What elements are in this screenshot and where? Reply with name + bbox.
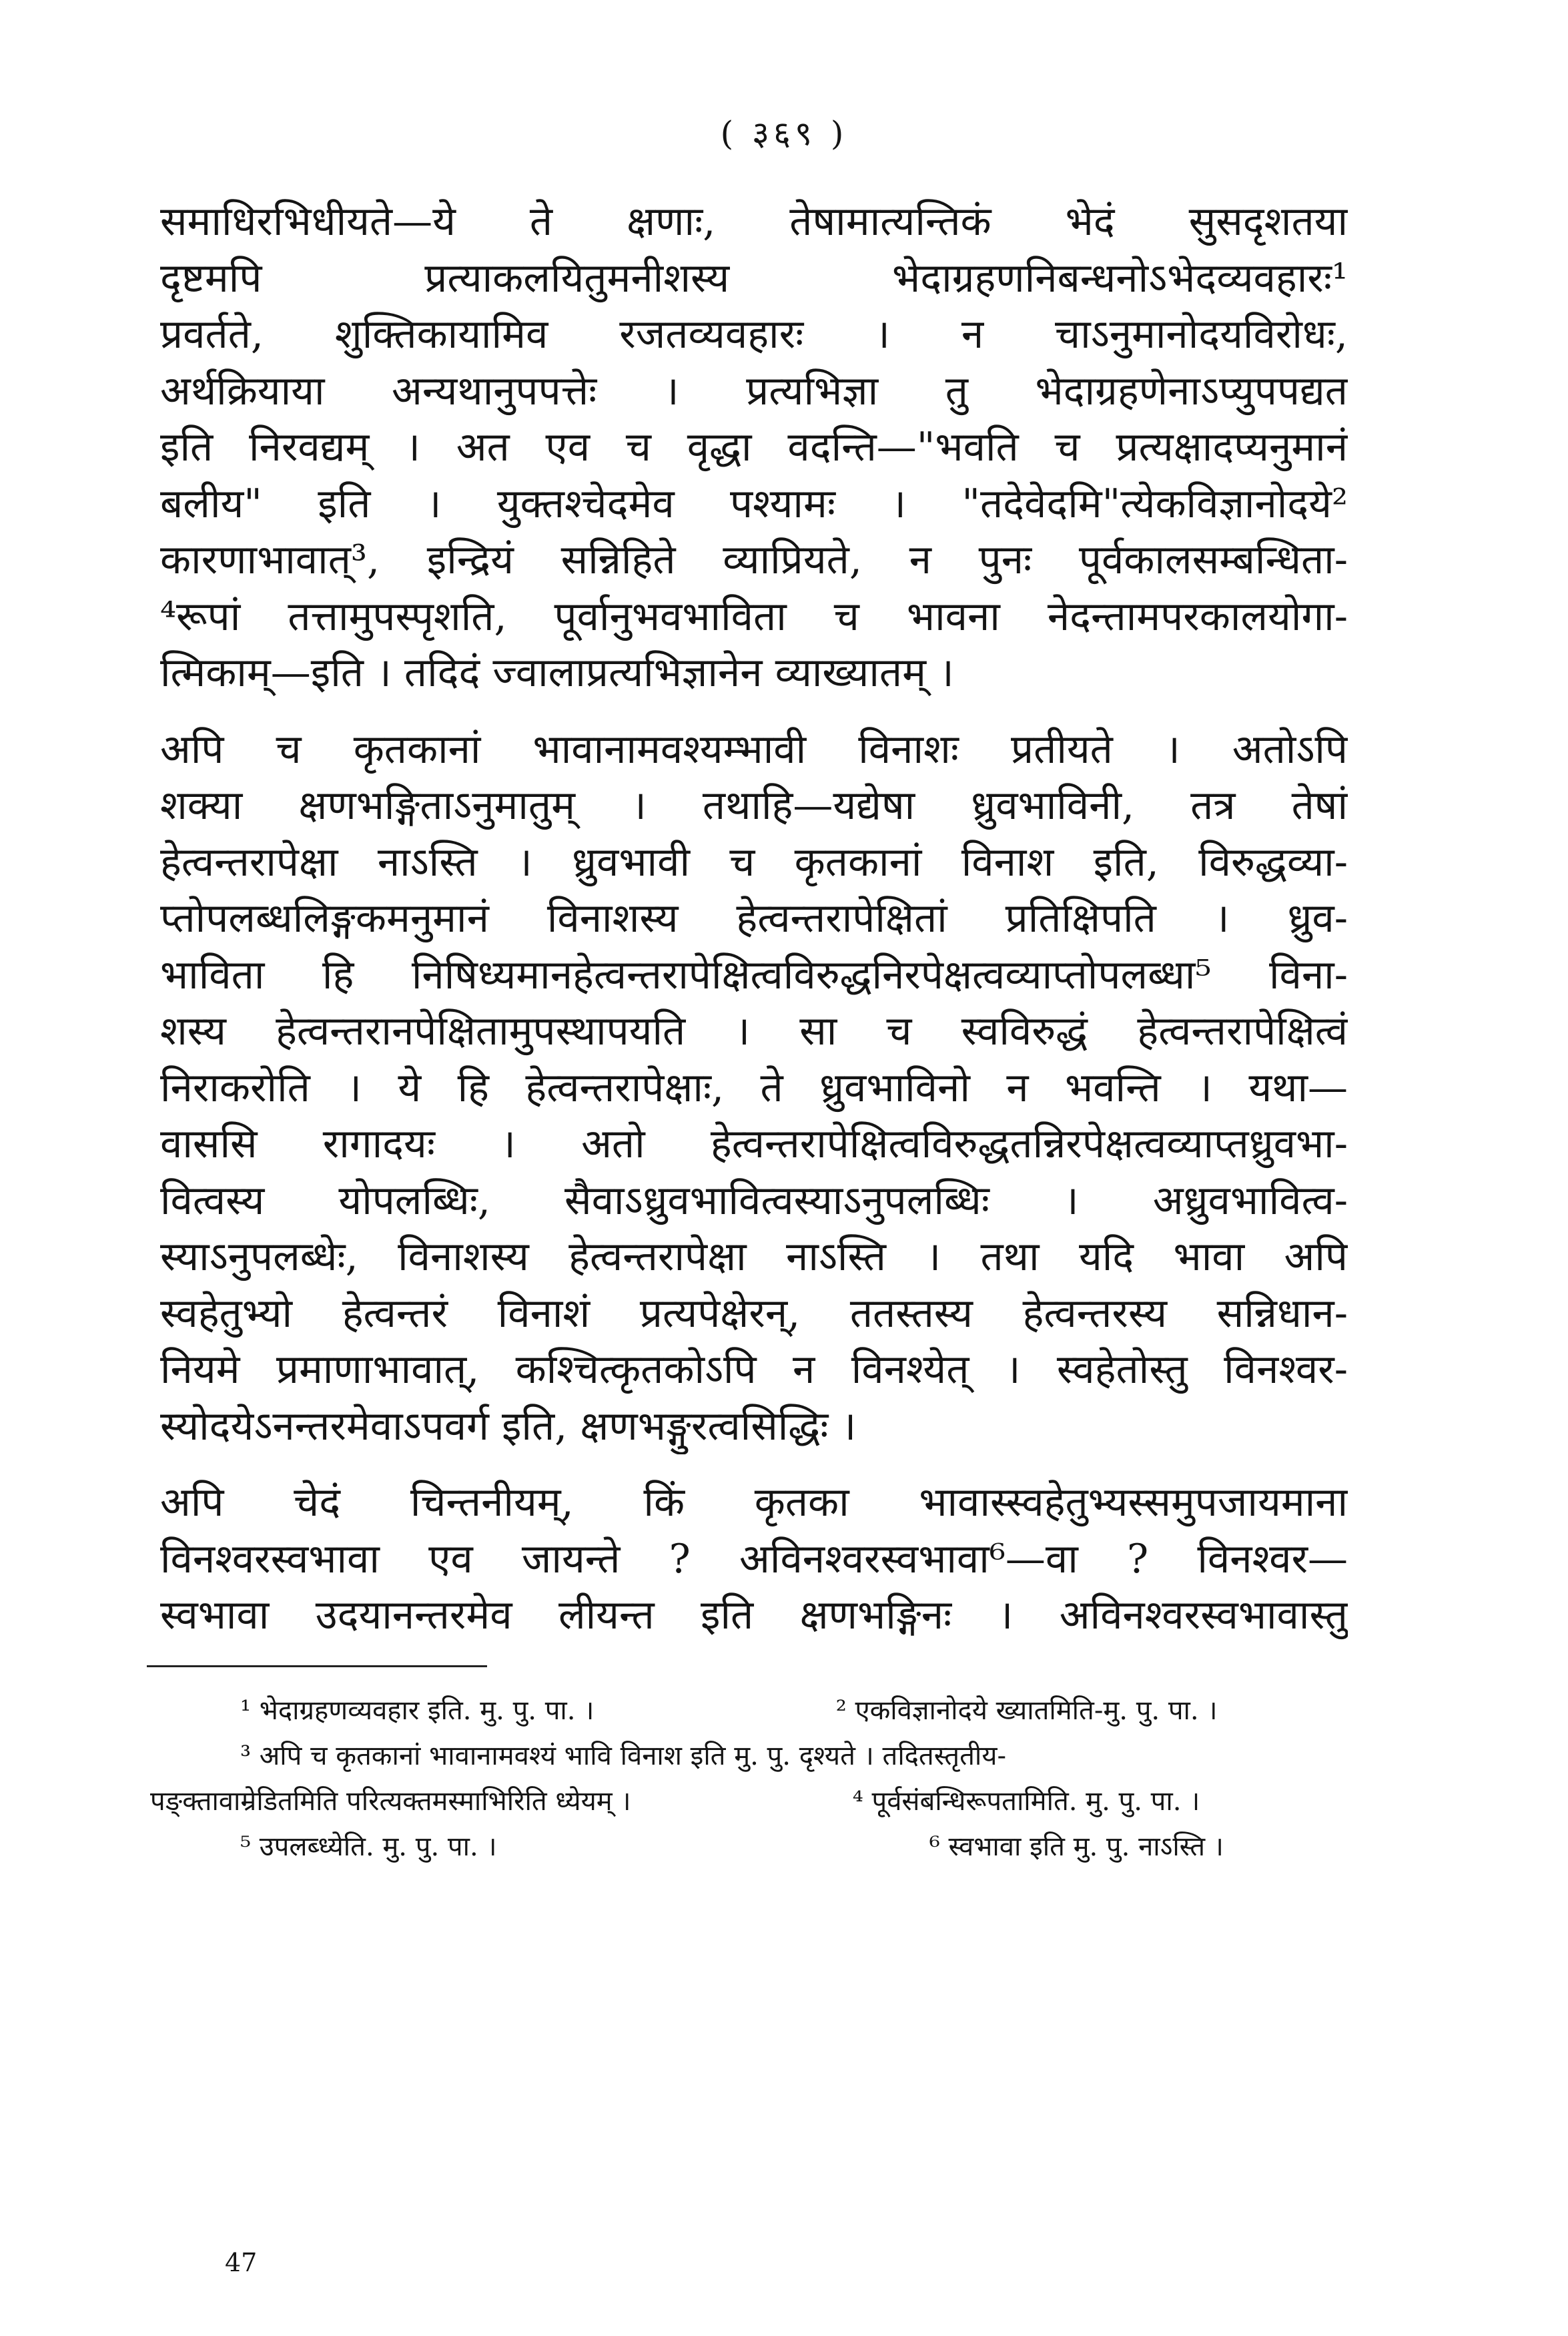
text-line: प्तोपलब्धलिङ्गकमनुमानं विनाशस्य हेत्वन्तरापेक्षितां प्रतिक्षिपति । ध्रुव- [160, 895, 1348, 942]
text-line: अपि च कृतकानां भावानामवश्यम्भावी विनाशः प्रतीयते । अतोऽपि [160, 725, 1348, 773]
text-line: स्योदयेऽनन्तरमेवाऽपवर्ग इति, क्षणभङ्गुरत्वसिद्धिः । [160, 1402, 857, 1450]
text-line: वाससि रागादयः । अतो हेत्वन्तरापेक्षित्वविरुद्धतन्निरपेक्षत्वव्याप्तध्रुवभा- [160, 1121, 1348, 1167]
footnote-line [150, 1734, 1351, 1779]
footnote-2: ² एकविज्ञानोदये ख्यातमिति-मु. पु. पा. । [835, 1695, 1218, 1726]
text-line: कारणाभावात्³, इन्द्रियं सन्निहिते व्याप्रियते, न पुनः पूर्वकालसम्बन्धिता- [160, 537, 1348, 583]
text-line: ⁴रूपां तत्तामुपस्पृशति, पूर्वानुभवभाविता च भावना नेदन्तामपरकालयोगा- [160, 593, 1348, 640]
text-line: त्मिकाम्—इति । तदिदं ज्वालाप्रत्यभिज्ञानेन व्याख्यातम् । [160, 649, 954, 696]
main-text [160, 194, 1348, 1644]
text-line: निराकरोति । ये हि हेत्वन्तरापेक्षाः, ते ध्रुवभाविनो न भवन्ति । यथा— [160, 1064, 1348, 1111]
text-line: समाधिरभिधीयते—ये ते क्षणाः, तेषामात्यन्तिकं भेदं सुसदृशतया [160, 198, 1348, 245]
paragraph-gap [160, 1454, 1348, 1474]
paragraph-gap [160, 701, 1348, 721]
text-line: अपि चेदं चिन्तनीयम्, किं कृतका भावास्स्वहेतुभ्यस्समुपजायमाना [160, 1479, 1348, 1526]
paragraph-2 [160, 721, 1348, 1455]
text-line: अर्थक्रियाया अन्यथानुपपत्तेः । प्रत्यभिज्ञा तु भेदाग्रहणेनाऽप्युपपद्यत [160, 367, 1348, 414]
footnotes [150, 1689, 1351, 1870]
text-line: शस्य हेत्वन्तरानपेक्षितामुपस्थापयति । सा च स्वविरुद्धं हेत्वन्तरापेक्षित्वं [160, 1008, 1348, 1055]
text-line: शक्या क्षणभङ्गिताऽनुमातुम् । तथाहि—यद्येषा ध्रुवभाविनी, तत्र तेषां [160, 782, 1348, 829]
footnote-4: ⁴ पूर्वसंबन्धिरूपतामिति. मु. पु. पा. । [852, 1786, 1200, 1817]
text-line: इति निरवद्यम् । अत एव च वृद्धा वदन्ति—"भवति च प्रत्यक्षादप्यनुमानं [160, 424, 1348, 471]
footnote-1: ¹ भेदाग्रहणव्यवहार इति. मु. पु. पा. । [240, 1695, 595, 1726]
text-line: स्वभावा उदयानन्तरमेव लीयन्त इति क्षणभङ्गिनः । अविनश्वरस्वभावास्तु [160, 1592, 1348, 1639]
text-line: वित्वस्य योपलब्धिः, सैवाऽध्रुवभावित्वस्याऽनुपलब्धिः । अध्रुवभावित्व- [160, 1177, 1348, 1224]
text-line: नियमे प्रमाणाभावात्, कश्चित्कृतकोऽपि न विनश्येत् । स्वहेतोस्तु विनश्वर- [160, 1346, 1348, 1393]
text-line: विनश्वरस्वभावा एव जायन्ते ? अविनश्वरस्वभावा⁶—वा ? विनश्वर— [160, 1535, 1348, 1582]
footnote-6: ⁶ स्वभावा इति मु. पु. नाऽस्ति । [929, 1831, 1224, 1862]
paragraph-3 [160, 1474, 1348, 1644]
paragraph-1 [160, 194, 1348, 701]
text-line: स्याऽनुपलब्धेः, विनाशस्य हेत्वन्तरापेक्षा नाऽस्ति । तथा यदि भावा अपि [160, 1233, 1348, 1280]
footnote-3-continued: पङ्क्तावाम्रेडितमिति परित्यक्तमस्माभिरिति ध्येयम् । [150, 1786, 631, 1817]
text-line: प्रवर्तते, शुक्तिकायामिव रजतव्यवहारः । न चाऽनुमानोदयविरोधः, [160, 311, 1348, 358]
text-line: दृष्टमपि प्रत्याकलयितुमनीशस्य भेदाग्रहणनिबन्धनोऽभेदव्यवहारः¹ [160, 254, 1348, 302]
text-line: स्वहेतुभ्यो हेत्वन्तरं विनाशं प्रत्यपेक्षेरन्, ततस्तस्य हेत्वन्तरस्य सन्निधान- [160, 1289, 1348, 1337]
footnote-line [150, 1689, 1351, 1734]
footnote-3: ³ अपि च कृतकानां भावानामवश्यं भावि विनाश इति मु. पु. दृश्यते । तदितस्तृतीय- [240, 1741, 1006, 1771]
footnote-line [150, 1825, 1351, 1870]
text-line: हेत्वन्तरापेक्षा नाऽस्ति । ध्रुवभावी च कृतकानां विनाश इति, विरुद्धव्या- [160, 838, 1348, 886]
footnote-line [150, 1779, 1351, 1825]
signature-number: 47 [225, 2248, 258, 2277]
page-number: ( ३६९ ) [720, 114, 848, 153]
footnote-5: ⁵ उपलब्ध्येति. मु. पु. पा. । [240, 1831, 497, 1862]
footnote-divider [147, 1665, 487, 1667]
text-line: भाविता हि निषिध्यमानहेत्वन्तरापेक्षित्वविरुद्धनिरपेक्षत्वव्याप्तोपलब्धा⁵ विना- [160, 951, 1348, 998]
text-line: बलीय" इति । युक्तश्चेदमेव पश्यामः । "तदेवेदमि"त्येकविज्ञानोदये² [160, 480, 1348, 527]
